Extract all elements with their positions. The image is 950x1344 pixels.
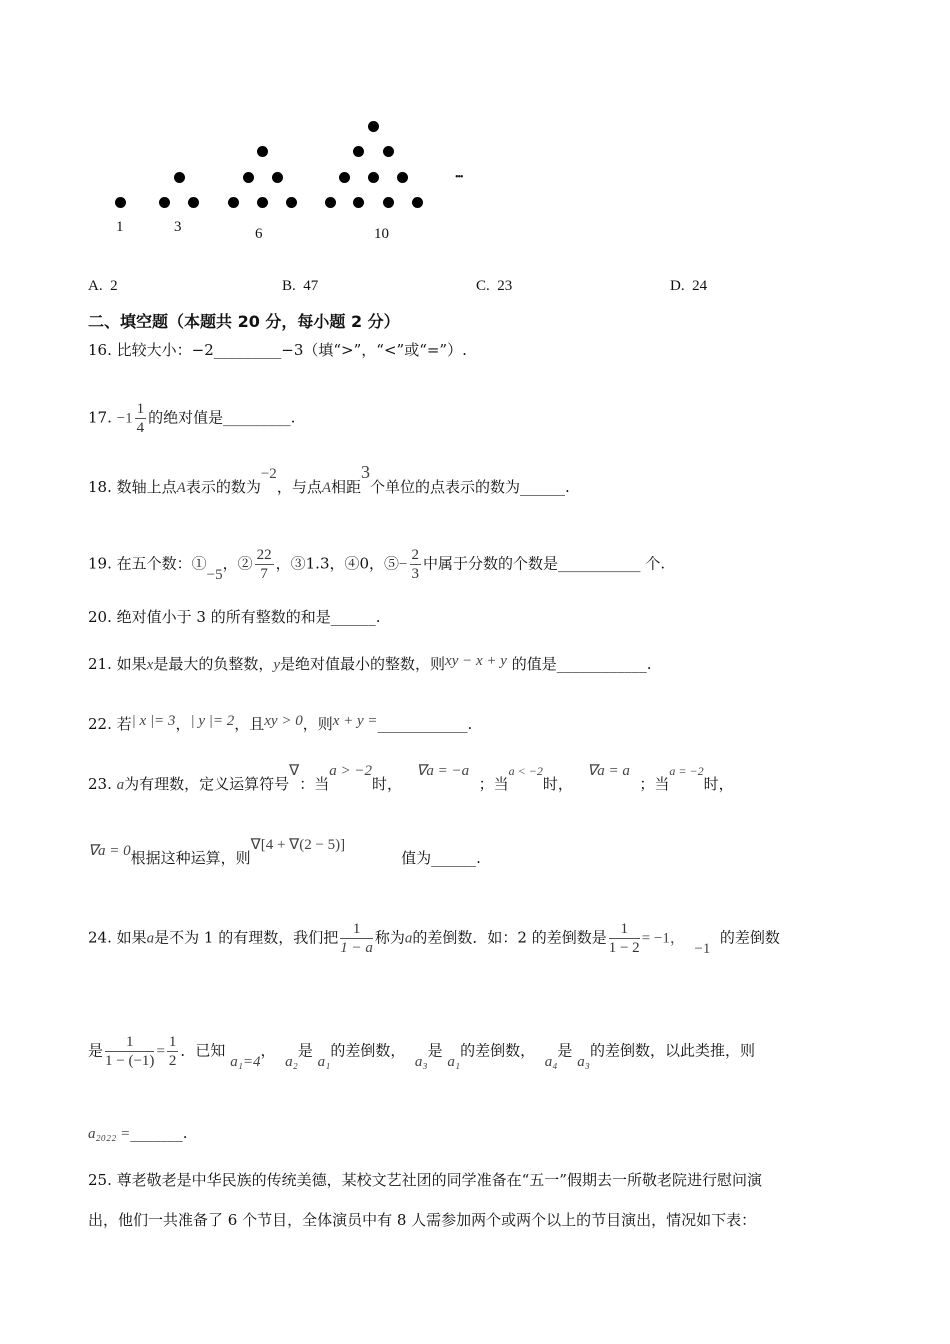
ellipsis: ••• [455,172,463,183]
dot [257,146,268,157]
dot [368,121,379,132]
dot [368,172,379,183]
dot [412,197,423,208]
figure-label: 10 [374,226,389,242]
question-19: 19. 在五个数：①−5，② $\frac{22}{7}$ ，③1.3，④0，⑤− $\frac{2}{3}$ 中属于分数的个数是___________ 个. [88,547,666,583]
question-23: 23. a为有理数，定义运算符号∇：当a > −2时， ∇a = −a ；当$^{a < -2}$时， ∇a = a ；当$^{a = -2}$时， [88,763,734,793]
question-21: 21. 如果x是最大的负整数，y是绝对值最小的整数，则xy − x + y 的值是____________. [88,653,652,673]
question-18: 18. 数轴上点A表示的数为−2，与点A相距3个单位的点表示的数为______. [88,462,570,496]
dot [353,146,364,157]
question-22: 22. 若| x |= 3，| y |= 2，且xy > 0，则x + y =____________. [88,713,473,733]
dot [286,197,297,208]
question-20: 20. 绝对值小于 3 的所有整数的和是______. [88,608,381,626]
figure-label: 3 [174,219,182,235]
dot [325,197,336,208]
option-b: B. 47 [282,278,319,294]
dot [339,172,350,183]
question-16: 16. 比较大小：−2_________−3（填“>”，“<”或“=”）. [88,341,467,359]
dot [115,197,126,208]
question-23-cont: ∇a = 0根据这种运算，则∇[4 + ∇(2 − 5)]值为______. [88,837,481,867]
dot [174,172,185,183]
option-d: D. 24 [670,278,708,294]
question-25-cont: 出，他们一共准备了 6 个节目，全体演员中有 8 人需参加两个或两个以上的节目演出，情况如下表： [88,1211,757,1229]
question-24-answer: a₂₀₂₂ =_______. [88,1124,188,1142]
question-25: 25. 尊老敬老是中华民族的传统美德，某校文艺社团的同学准备在“五一”假期去一所敬老院进行慰问演 [88,1171,762,1189]
dot [257,197,268,208]
question-24-cont: 是 $\frac{1}{1 - (-1)}$ = $\frac{1}{2}$ ．已知 a₁=4， a₂是 a₁的差倒数， a₃是 a₁的差倒数， a₄是 a₃的差倒数，以此类推，则 [88,1034,755,1070]
question-24: 24. 如果a是不为 1 的有理数，我们把 $\frac{1}{1 - a}$ 称为a的差倒数．如：2 的差倒数是 $\frac{1}{1 - 2}$ = −1， −1 的差倒数 [88,921,780,957]
dot [353,197,364,208]
option-a: A. 2 [88,278,118,294]
dot [272,172,283,183]
dot [159,197,170,208]
section-heading: 二、填空题（本题共 20 分，每小题 2 分） [88,312,400,331]
option-c: C. 23 [476,278,513,294]
dot [397,172,408,183]
dot [243,172,254,183]
dot [228,197,239,208]
figure-label: 6 [255,226,263,242]
question-17: 17. −1 $\frac{1}{4}$ 的绝对值是_________. [88,401,296,436]
figure-label: 1 [116,219,124,235]
dot [383,146,394,157]
dot [383,197,394,208]
dot [188,197,199,208]
